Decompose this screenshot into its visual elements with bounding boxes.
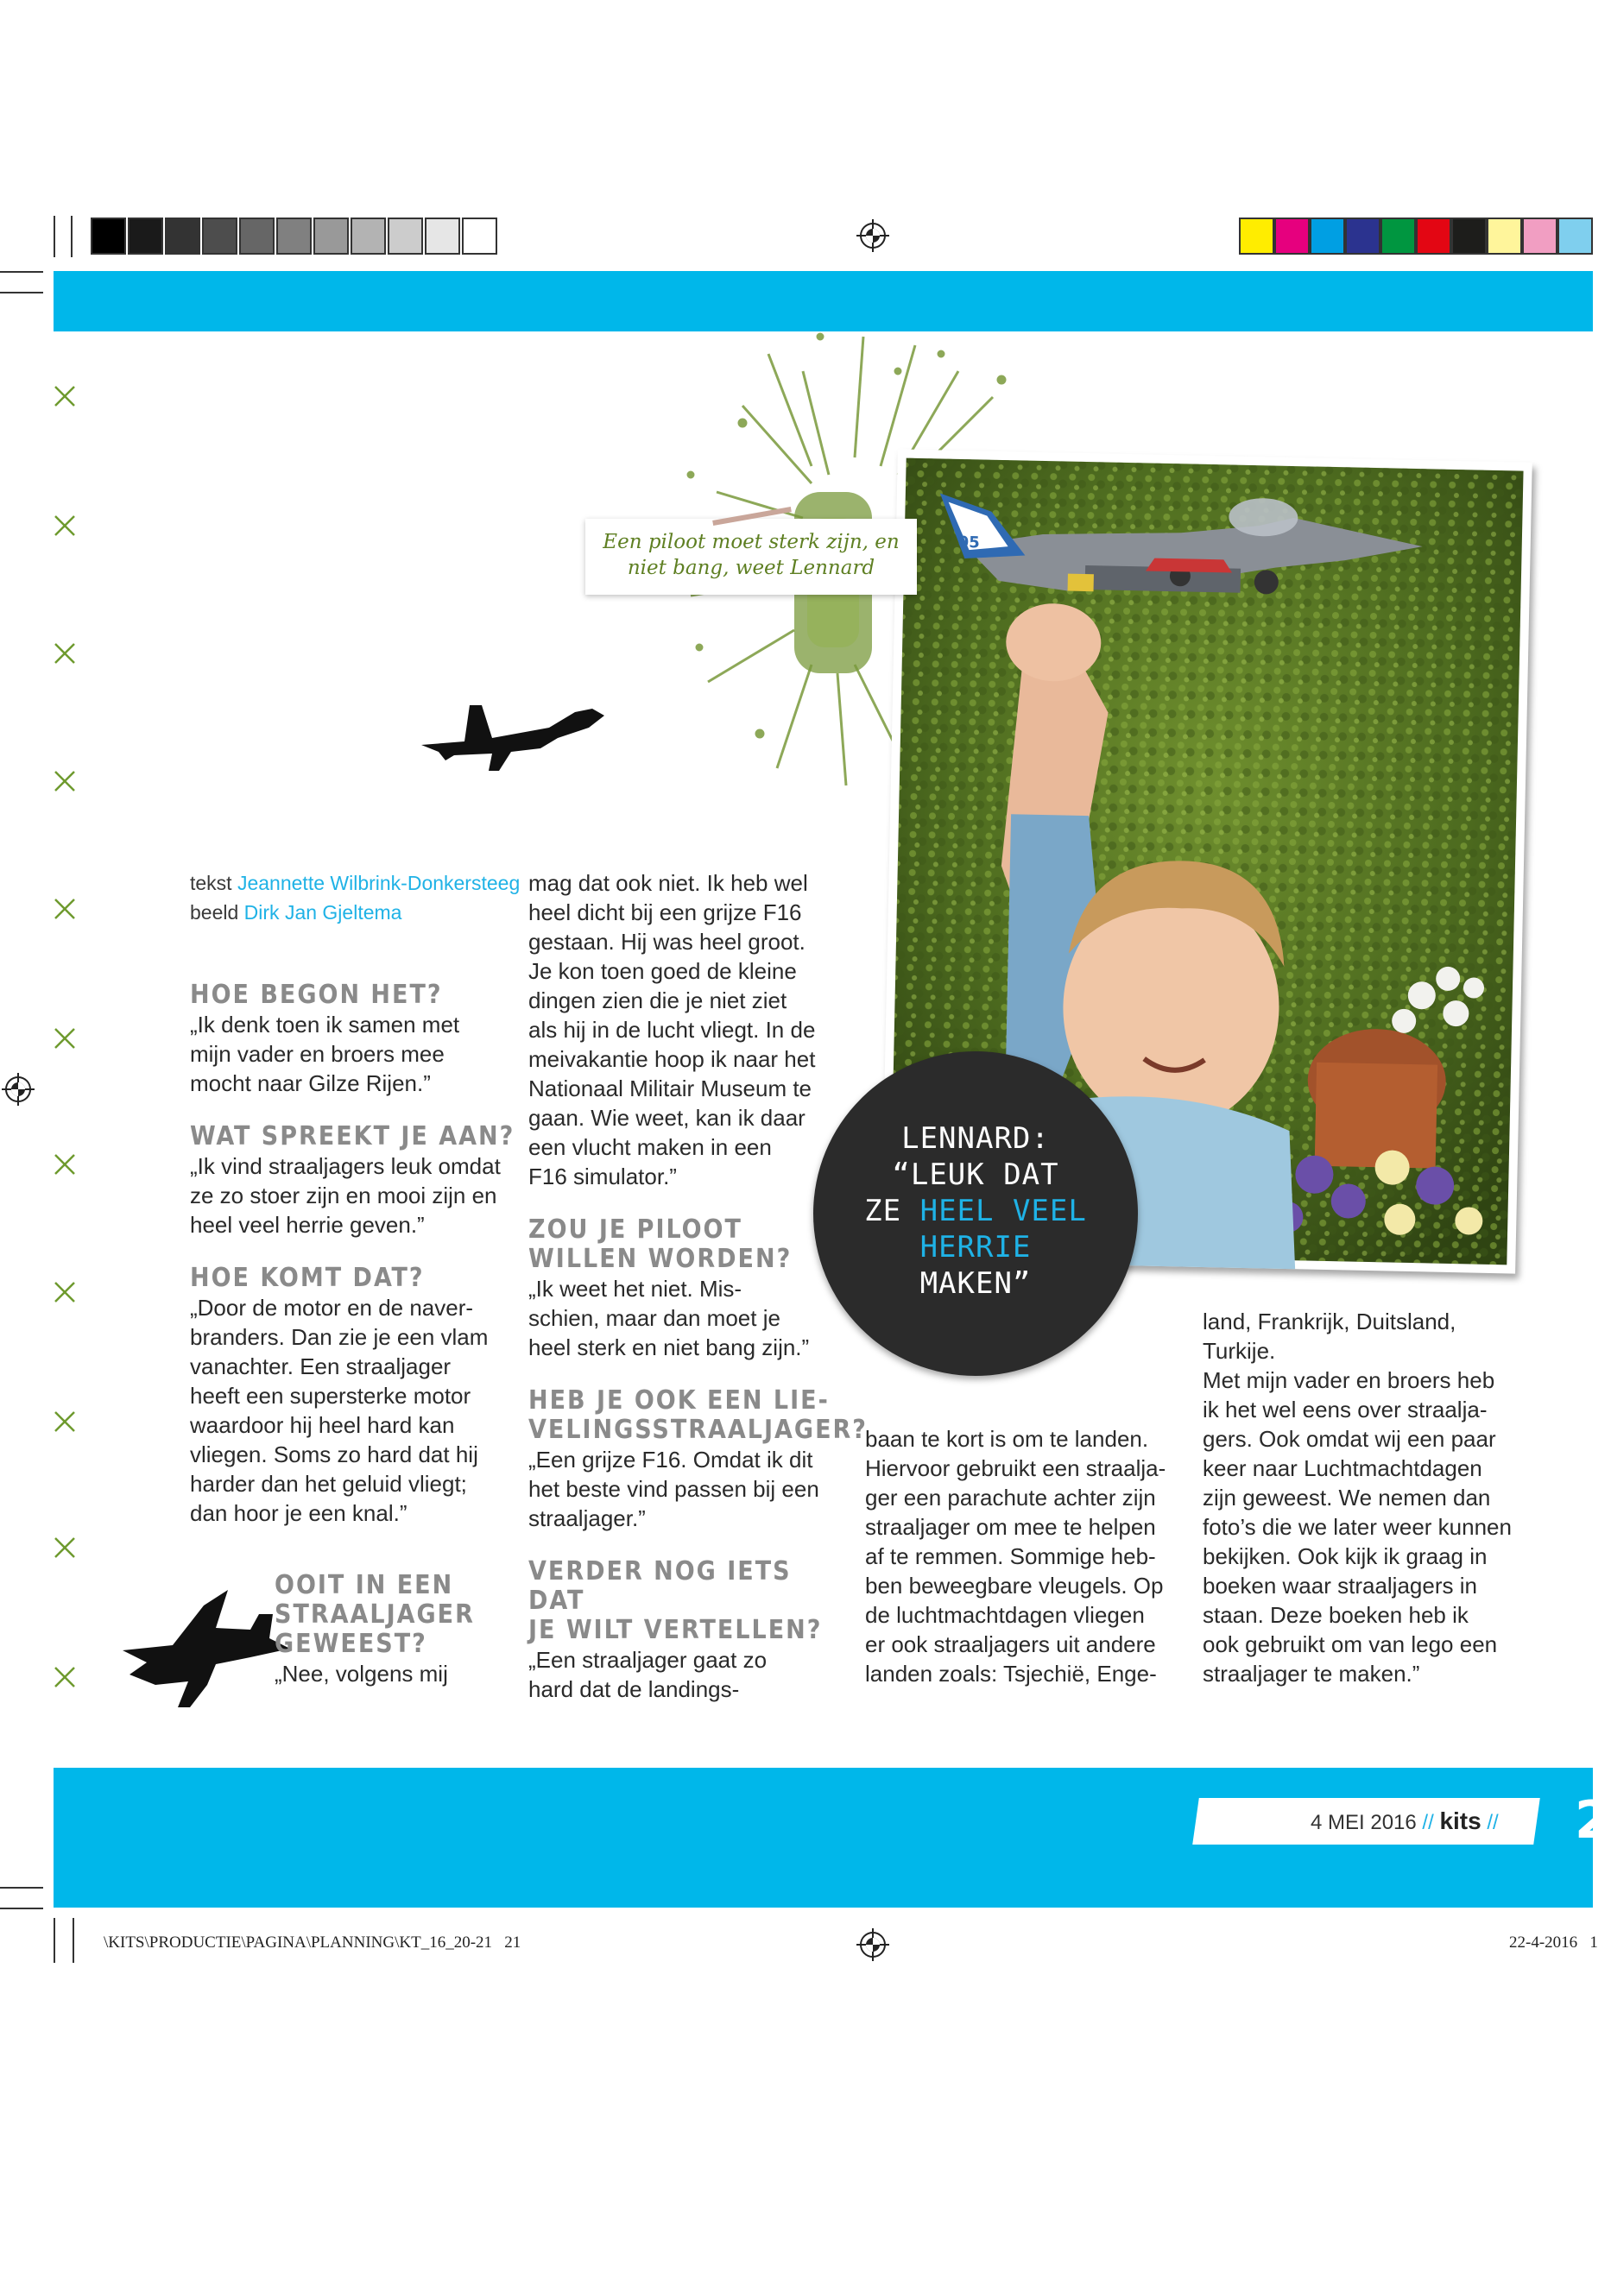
column-1-bottom [275,1571,534,1688]
text-line: dan hoor je een knal.” [190,1500,407,1526]
footer-separator-2: // [1487,1811,1499,1834]
answer-1 [190,1010,518,1098]
text-line: hard dat de landings- [528,1676,740,1702]
question-heading: WAT SPREEKT JE AAN? [190,1121,515,1151]
text-line: branders. Dan zie je een vlam [190,1324,489,1350]
text-line: land, Frankrijk, Duitsland, [1203,1309,1456,1334]
cross-mark-icon [54,1536,76,1559]
slug-path: \KITS\PRODUCTIE\PAGINA\PLANNING\KT_16_20-21 21 [104,1933,521,1952]
color-swatch [1557,218,1593,255]
answer-3 [190,1293,518,1528]
column-1 [190,981,518,1528]
credit-image-label: beeld [190,901,239,924]
text-line: Hiervoor gebruikt een straalja- [865,1455,1166,1481]
footer-separator: // [1422,1811,1434,1834]
crop-mark-h-left-2 [0,292,43,293]
grey-swatch [462,218,497,255]
color-swatch [1274,218,1310,255]
text-line: ook gebruikt om van lego een [1203,1631,1498,1657]
question-line: VELINGSSTRAALJAGER? [528,1415,868,1445]
color-swatch [1522,218,1557,255]
text-line: landen zoals: Tsjechië, Enge- [865,1661,1157,1687]
text-line: Turkije. [1203,1338,1276,1364]
grey-swatch [276,218,312,255]
text-line: ben beweegbare vleugels. Op [865,1573,1164,1599]
text-line: heel sterk en niet bang zijn.” [528,1334,810,1360]
question-heading: HOE KOMT DAT? [190,1263,425,1293]
answer-4-start: „Nee, volgens mij [275,1661,448,1687]
text-line: zijn geweest. We nemen dan [1203,1485,1491,1511]
credit-text-label: tekst [190,872,232,894]
crop-mark-top-left-2 [71,216,73,257]
quote-line-5: MAKEN” [919,1266,1032,1301]
text-line: een vlucht maken in een [528,1134,772,1160]
column-4 [1203,1307,1548,1688]
text-line: als hij in de lucht vliegt. In de [528,1017,816,1043]
slug-date: 22-4-2016 1 [1509,1933,1598,1952]
text-line: ik het wel eens over straalja- [1203,1397,1488,1422]
cross-mark-icon [54,898,76,920]
quote-badge [813,1051,1138,1376]
text-line: „Een straaljager gaat zo [528,1647,768,1673]
text-line: Je kon toen goed de kleine [528,958,797,984]
answer-2 [190,1151,518,1239]
text-line: Nationaal Militair Museum te [528,1075,812,1101]
credit-image-line [190,898,520,927]
text-line: schien, maar dan moet je [528,1305,780,1331]
text-line: boeken waar straaljagers in [1203,1573,1477,1599]
text-line: vliegen. Soms zo hard dat hij [190,1441,478,1467]
cross-mark-icon [54,1027,76,1050]
question-line: WILLEN WORDEN? [528,1244,793,1274]
text-line: Met mijn vader en broers heb [1203,1367,1495,1393]
text-line: heel dicht bij een grijze F16 [528,899,802,925]
crop-mark-h-left [0,271,43,273]
quote-line-3 [813,1193,1138,1229]
text-line: mocht naar Gilze Rijen.” [190,1070,431,1096]
footer-brand: kits [1439,1807,1481,1834]
quote-highlight-1: HEEL VEEL [919,1194,1087,1228]
text-line: bekijken. Ook kijk ik graag in [1203,1543,1488,1569]
answer-continued [528,868,856,1191]
grey-swatch [239,218,275,255]
page-number: 2 [1575,1790,1611,1851]
question-heading: HOE BEGON HET? [190,980,443,1010]
question-heading [528,1215,856,1274]
color-swatch [1451,218,1487,255]
text-line: vanachter. Een straaljager [190,1353,452,1379]
answer-5 [528,1274,856,1362]
text-line: ger een parachute achter zijn [865,1485,1156,1511]
quote-line-3-prefix: ZE [864,1194,902,1228]
grey-swatch [202,218,237,255]
text-line: er ook straaljagers uit andere [865,1631,1156,1657]
text-line: „Een grijze F16. Omdat ik dit [528,1447,813,1473]
registration-mark-left [2,1073,35,1109]
cross-mark-icon [54,514,76,537]
credit-text-line [190,868,520,898]
text-line: straaljager om mee te helpen [865,1514,1156,1540]
cross-mark-icon [54,642,76,665]
color-swatch [1487,218,1522,255]
text-line: straaljager.” [528,1505,646,1531]
grey-swatch [388,218,423,255]
answer-7 [528,1645,856,1704]
credit-text-name: Jeannette Wilbrink-Donkersteeg [237,872,521,894]
text-line: F16 simulator.” [528,1164,677,1189]
question-heading [528,1557,856,1645]
text-line: gers. Ook omdat wij een paar [1203,1426,1496,1452]
color-swatch [1380,218,1416,255]
grey-swatch [425,218,460,255]
caption-line-1: Een piloot moet sterk zijn, en [603,531,900,553]
registration-mark-top [856,219,889,255]
question-heading [528,1385,868,1445]
cross-mark-icon [54,1410,76,1433]
text-line: „Door de motor en de naver- [190,1295,474,1321]
text-line: foto’s die we later weer kunnen [1203,1514,1512,1540]
registration-mark-bottom [856,1928,889,1965]
text-line: harder dan het geluid vliegt; [190,1471,467,1497]
question-line: GEWEEST? [275,1629,427,1659]
question-line: ZOU JE PILOOT [528,1214,742,1245]
crop-mark-bottom-left [54,1918,55,1963]
color-swatch [1416,218,1451,255]
jet-silhouette-icon [420,695,610,778]
text-line: mijn vader en broers mee [190,1041,445,1067]
question-line: STRAALJAGER [275,1599,475,1630]
grey-swatch [351,218,386,255]
text-line: „Ik weet het niet. Mis- [528,1276,742,1302]
question-line: VERDER NOG IETS DAT [528,1556,792,1616]
text-line: gaan. Wie weet, kan ik daar [528,1105,806,1131]
quote-highlight-2: HERRIE [919,1230,1032,1265]
text-line: keer naar Luchtmachtdagen [1203,1455,1482,1481]
grey-swatch [91,218,126,255]
crop-mark-top-left [54,216,55,257]
text-line: straaljager te maken.” [1203,1661,1420,1687]
column-3 [865,1424,1193,1688]
text-line: baan te kort is om te landen. [865,1426,1149,1452]
cross-mark-icon [54,1281,76,1303]
footer-text [1311,1804,1499,1840]
credits [190,868,520,927]
footer-date: 4 MEI 2016 [1311,1811,1417,1834]
text-line: de luchtmachtdagen vliegen [865,1602,1145,1628]
text-line: het beste vind passen bij een [528,1476,819,1502]
text-line: waardoor hij heel hard kan [190,1412,455,1438]
grey-swatch [128,218,163,255]
question-line: OOIT IN EEN [275,1570,454,1600]
caption-line-2: niet bang, weet Lennard [627,557,875,579]
cross-mark-icon [54,770,76,792]
quote-line-1: LENNARD: [901,1121,1050,1156]
crop-mark-bottom-h-2 [0,1908,43,1909]
text-line: meivakantie hoop ik naar het [528,1046,816,1072]
cross-mark-icon [54,1666,76,1688]
credit-image-name: Dirk Jan Gjeltema [243,901,402,924]
text-line: heeft een supersterke motor [190,1383,471,1409]
text-line: mag dat ook niet. Ik heb wel [528,870,808,896]
grey-swatch [313,218,349,255]
grey-swatch [165,218,200,255]
quote-line-2: “LEUK DAT [892,1157,1059,1192]
column-2 [528,868,868,1704]
question-heading-4 [275,1571,534,1659]
cross-mark-icon [54,385,76,407]
text-line: dingen zien die je niet ziet [528,987,787,1013]
color-swatch [1310,218,1345,255]
crop-mark-bottom-h [0,1887,43,1889]
text-line: gestaan. Hij was heel groot. [528,929,806,955]
answer-6 [528,1445,856,1533]
jet-silhouette-icon-2 [121,1588,294,1713]
text-line: staan. Deze boeken heb ik [1203,1602,1469,1628]
cross-mark-icon [54,1153,76,1176]
question-line: JE WILT VERTELLEN? [528,1615,823,1645]
text-line: heel veel herrie geven.” [190,1212,425,1238]
text-line: „Ik denk toen ik samen met [190,1012,460,1038]
color-swatch [1239,218,1274,255]
text-line: „Ik vind straaljagers leuk omdat [190,1153,501,1179]
question-line: HEB JE OOK EEN LIE- [528,1385,830,1416]
text-line: af te remmen. Sommige heb- [865,1543,1156,1569]
text-line: ze zo stoer zijn en mooi zijn en [190,1183,497,1208]
crop-mark-bottom-left-2 [73,1918,74,1963]
photo-caption-card [585,519,917,595]
plane-number: 05 [957,533,980,552]
color-swatch [1345,218,1380,255]
